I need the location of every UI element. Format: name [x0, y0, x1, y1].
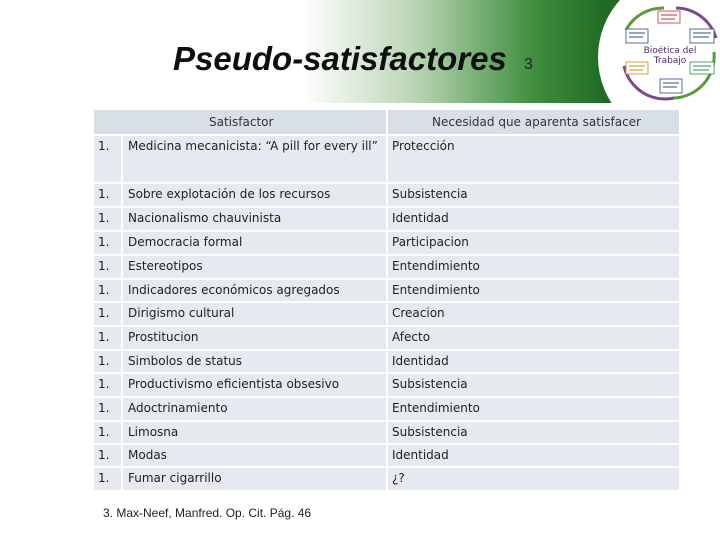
- logo-box: [626, 29, 648, 43]
- satisfactor-cell-text: Simbolos de status: [128, 354, 243, 368]
- necesidad-cell-text: Identidad: [392, 448, 449, 462]
- row-number-cell-text: 1.: [98, 211, 110, 225]
- necesidad-cell: [388, 327, 679, 349]
- logo-box: [690, 29, 714, 43]
- logo-box: [660, 79, 682, 93]
- footnote: 3. Max-Neef, Manfred. Op. Cit. Pág. 46: [103, 506, 312, 520]
- row-number-cell-text: 1.: [98, 235, 110, 249]
- row-number-cell-text: 1.: [98, 283, 110, 297]
- logo-box: [658, 11, 680, 23]
- row-number-cell: [94, 374, 121, 396]
- table-row: [94, 327, 679, 351]
- table-row: [94, 232, 679, 256]
- row-number-cell-text: 1.: [98, 425, 110, 439]
- satisfactor-cell: [123, 184, 386, 206]
- satisfactor-cell-text: Fumar cigarrillo: [128, 471, 222, 485]
- satisfactor-cell: [123, 398, 386, 420]
- satisfactor-cell: [123, 208, 386, 230]
- row-number-cell: [94, 422, 121, 443]
- satisfactor-cell-text: Dirigismo cultural: [128, 306, 235, 320]
- satisfactor-cell-text: Estereotipos: [128, 259, 203, 273]
- row-number-cell-text: 1.: [98, 377, 110, 391]
- satisfactor-cell: [123, 327, 386, 349]
- row-number-cell-text: 1.: [98, 448, 110, 462]
- satisfactor-cell: [123, 351, 386, 372]
- row-number-cell-text: 1.: [98, 330, 110, 344]
- necesidad-cell: [388, 398, 679, 420]
- necesidad-cell-text: Entendimiento: [392, 283, 480, 297]
- satisfactor-cell: [123, 468, 386, 490]
- necesidad-cell: [388, 445, 679, 466]
- row-number-cell-text: 1.: [98, 259, 110, 273]
- table-row: [94, 208, 679, 232]
- necesidad-cell-text: Protección: [392, 139, 455, 153]
- table-row: [94, 398, 679, 422]
- title-footnote-marker: 3: [524, 56, 533, 73]
- necesidad-cell-text: Subsistencia: [392, 377, 468, 391]
- row-number-cell: [94, 445, 121, 466]
- table-header-satisfactor: [94, 110, 386, 134]
- table-row: [94, 468, 679, 492]
- necesidad-cell: [388, 256, 679, 278]
- necesidad-cell: [388, 208, 679, 230]
- row-number-cell-text: 1.: [98, 401, 110, 415]
- table-row: [94, 136, 679, 184]
- row-number-cell: [94, 232, 121, 254]
- satisfactor-cell: [123, 445, 386, 466]
- necesidad-cell-text: Identidad: [392, 354, 449, 368]
- satisfactor-cell-text: Limosna: [128, 425, 179, 439]
- row-number-cell-text: 1.: [98, 139, 110, 153]
- table-header-label: Satisfactor: [209, 115, 274, 129]
- satisfactor-cell: [123, 374, 386, 396]
- satisfactor-cell: [123, 280, 386, 301]
- table-row: [94, 374, 679, 398]
- row-number-cell: [94, 351, 121, 372]
- logo-box: [690, 62, 714, 74]
- logo-label-line2: Trabajo: [653, 56, 687, 66]
- row-number-cell-text: 1.: [98, 471, 110, 485]
- necesidad-cell: [388, 232, 679, 254]
- necesidad-cell: [388, 374, 679, 396]
- satisfactor-cell-text: Nacionalismo chauvinista: [128, 211, 282, 225]
- row-number-cell: [94, 280, 121, 301]
- logo-label-line1: Bioética del: [643, 46, 697, 56]
- satisfactor-cell-text: Productivismo eficientista obsesivo: [128, 377, 340, 391]
- table-row: [94, 280, 679, 303]
- table-row: [94, 445, 679, 468]
- row-number-cell-text: 1.: [98, 187, 110, 201]
- necesidad-cell-text: Afecto: [392, 330, 431, 344]
- necesidad-cell: [388, 303, 679, 325]
- necesidad-cell: [388, 136, 679, 182]
- table-row: [94, 422, 679, 445]
- table-row: [94, 184, 679, 208]
- table-row: [94, 303, 679, 327]
- row-number-cell: [94, 208, 121, 230]
- necesidad-cell-text: Participacion: [392, 235, 469, 249]
- necesidad-cell: [388, 280, 679, 301]
- necesidad-cell-text: Entendimiento: [392, 401, 480, 415]
- row-number-cell: [94, 303, 121, 325]
- satisfactor-cell: [123, 303, 386, 325]
- row-number-cell: [94, 256, 121, 278]
- satisfactor-cell: [123, 256, 386, 278]
- satisfactor-cell-text: Sobre explotación de los recursos: [128, 187, 331, 201]
- row-number-cell-text: 1.: [98, 354, 110, 368]
- table-row: [94, 256, 679, 280]
- necesidad-cell-text: Subsistencia: [392, 187, 468, 201]
- satisfactor-cell-text: Prostitucion: [128, 330, 199, 344]
- row-number-cell: [94, 468, 121, 490]
- satisfactor-cell-text: Adoctrinamiento: [128, 401, 228, 415]
- row-number-cell-text: 1.: [98, 306, 110, 320]
- table-header-necesidad: [388, 110, 679, 134]
- necesidad-cell-text: Identidad: [392, 211, 449, 225]
- table-header-label: Necesidad que aparenta satisfacer: [432, 115, 641, 129]
- satisfactor-cell: [123, 232, 386, 254]
- logo-box: [626, 62, 648, 74]
- row-number-cell: [94, 184, 121, 206]
- satisfactor-cell-text: Medicina mecanicista: “A pill for every ill”: [128, 139, 378, 153]
- satisfactor-cell-text: Democracia formal: [128, 235, 243, 249]
- satisfactor-cell-text: Modas: [128, 448, 167, 462]
- satisfactor-cell: [123, 422, 386, 443]
- necesidad-cell-text: Entendimiento: [392, 259, 480, 273]
- necesidad-cell: [388, 184, 679, 206]
- necesidad-cell: [388, 351, 679, 372]
- necesidad-cell-text: Creacion: [392, 306, 445, 320]
- necesidad-cell-text: Subsistencia: [392, 425, 468, 439]
- row-number-cell: [94, 136, 121, 182]
- satisfactor-cell-text: Indicadores económicos agregados: [128, 283, 340, 297]
- necesidad-cell: [388, 422, 679, 443]
- satisfactor-cell: [123, 136, 386, 182]
- row-number-cell: [94, 327, 121, 349]
- table-row: [94, 351, 679, 374]
- bioetica-logo-diagram: [612, 2, 718, 102]
- necesidad-cell: [388, 468, 679, 490]
- page-title: Pseudo-satisfactores: [173, 40, 507, 77]
- row-number-cell: [94, 398, 121, 420]
- necesidad-cell-text: ¿?: [392, 471, 405, 485]
